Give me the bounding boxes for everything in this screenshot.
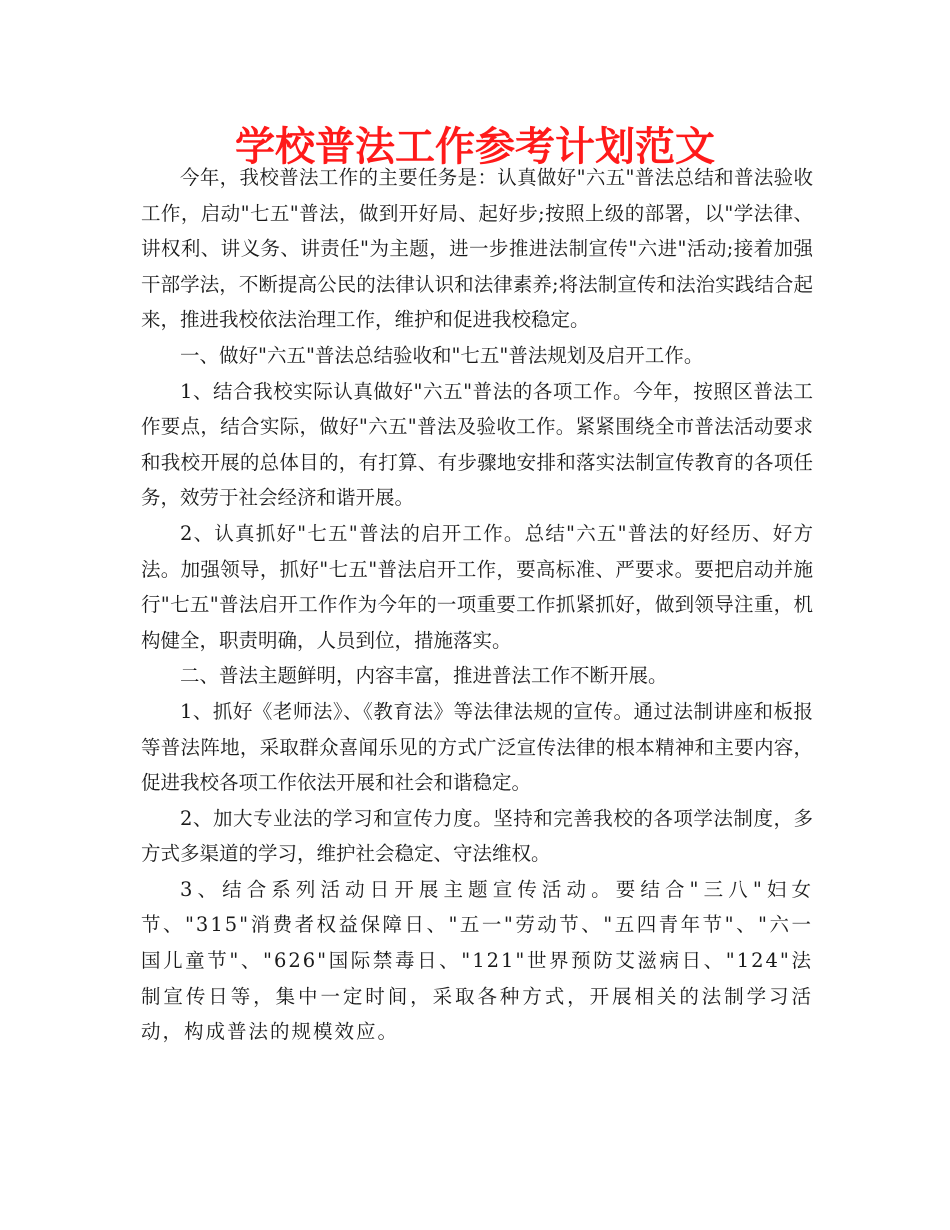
- section-2-item-3: 3、结合系列活动日开展主题宣传活动。要结合"三八"妇女节、"315"消费者权益保障日、"五一"劳动节、"五四青年节"、"六一国儿童节"、"626"国际禁毒日、"121"世界预防艾滋病日、"124"法制宣传日等，集中一定时间，采取各种方式，开展相关的法制学习活动，构成普法的规模效应。: [141, 877, 813, 1044]
- section-heading-2: 二、普法主题鲜明，内容丰富，推进普法工作不断开展。: [180, 664, 668, 688]
- section-1-item-1: 1、结合我校实际认真做好"六五"普法的各项工作。今年，按照区普法工作要点，结合实际，做好"六五"普法及验收工作。紧紧围绕全市普法活动要求和我校开展的总体目的，有打算、有步骤地安排和落实法制宣传教育的各项任务，效劳于社会经济和谐开展。: [141, 379, 813, 510]
- section-2-item-2: 2、加大专业法的学习和宣传力度。坚持和完善我校的各项学法制度，多方式多渠道的学习，维护社会稳定、守法维权。: [141, 806, 813, 866]
- section-heading-1: 一、做好"六五"普法总结验收和"七五"普法规划及启开工作。: [180, 343, 704, 367]
- section-1-item-2: 2、认真抓好"七五"普法的启开工作。总结"六五"普法的好经历、好方法。加强领导，抓好"七五"普法启开工作，要高标准、严要求。要把启动并施行"七五"普法启开工作作为今年的一项重要工作抓紧抓好，做到领导注重，机构健全，职责明确，人员到位，措施落实。: [141, 521, 813, 652]
- intro-paragraph: 今年，我校普法工作的主要任务是：认真做好"六五"普法总结和普法验收工作，启动"七五"普法，做到开好局、起好步;按照上级的部署，以"学法律、讲权利、讲义务、讲责任"为主题，进一步推进法制宣传"六进"活动;接着加强干部学法，不断提高公民的法律认识和法律素养;将法制宣传和法治实践结合起来，推进我校依法治理工作，维护和促进我校稳定。: [141, 166, 813, 332]
- section-2-item-1: 1、抓好《老师法》、《教育法》等法律法规的宣传。通过法制讲座和板报等普法阵地，采取群众喜闻乐见的方式广泛宣传法律的根本精神和主要内容，促进我校各项工作依法开展和社会和谐稳定。: [141, 699, 813, 795]
- document-title: 学校普法工作参考计划范文: [235, 124, 715, 170]
- document-body: [141, 160, 813, 1050]
